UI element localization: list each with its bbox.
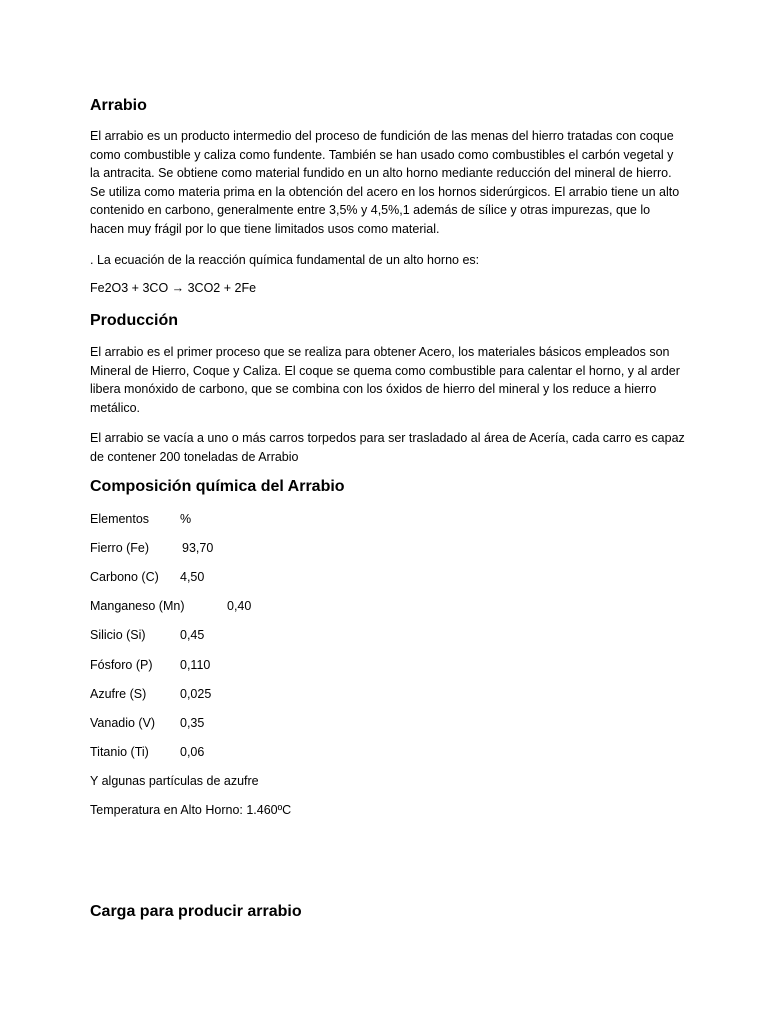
furnace-temperature: Temperatura en Alto Horno: 1.460ºC xyxy=(90,803,292,817)
heading-produccion: Producción xyxy=(90,312,179,329)
composition-value: 93,70 xyxy=(182,541,214,555)
composition-element: Silicio (Si) xyxy=(90,628,146,642)
composition-value: 0,40 xyxy=(227,599,252,613)
reaction-intro: . La ecuación de la reacción química fundamental de un alto horno es: xyxy=(90,253,480,267)
composition-value: 4,50 xyxy=(180,570,205,584)
heading-arrabio: Arrabio xyxy=(90,97,147,114)
paragraph-produccion-2: El arrabio se vacía a uno o más carros torpedos para ser trasladado al área de Acería, cada carro es capaz de contener 200 toneladas de Arrabio xyxy=(90,431,685,464)
composition-element: Fósforo (P) xyxy=(90,658,153,672)
composition-element: Azufre (S) xyxy=(90,687,147,701)
composition-value: 0,45 xyxy=(180,628,205,642)
chemical-equation: Fe2O3 + 3CO → 3CO2 + 2Fe xyxy=(90,281,257,295)
paragraph-arrabio: El arrabio es un producto intermedio del proceso de fundición de las menas del hierro tratadas con coque como combustible y caliza como fundente. También se han usado como combustibles el carbón vegetal y la antracita. Se obtiene como material fundido en un alto horno mediante reducción del mineral de hierro. Se utiliza como materia prima en la obtención del acero en los hornos siderúrgicos. El arrabio tiene un alto contenido en carbono, generalmente entre 3,5% y 4,5%,1 además de sílice y otras impurezas, que lo hacen muy frágil por lo que tiene limitados usos como material. xyxy=(90,129,680,236)
composition-element: Manganeso (Mn) xyxy=(90,599,185,613)
composition-element: Titanio (Ti) xyxy=(90,745,149,759)
heading-carga: Carga para producir arrabio xyxy=(90,903,302,920)
composition-element: Carbono (C) xyxy=(90,570,159,584)
composition-value: 0,35 xyxy=(180,716,205,730)
composition-value: 0,06 xyxy=(180,745,205,759)
composition-note: Y algunas partículas de azufre xyxy=(90,774,259,788)
composition-value: 0,110 xyxy=(180,658,211,672)
composition-header-value: % xyxy=(180,512,192,526)
composition-element: Fierro (Fe) xyxy=(90,541,150,555)
composition-header-element: Elementos xyxy=(90,512,150,526)
paragraph-produccion-1: El arrabio es el primer proceso que se realiza para obtener Acero, los materiales básicos empleados son Mineral de Hierro, Coque y Caliza. El coque se quema como combustible para calentar el horno, y al arder libera monóxido de carbono, que se combina con los óxidos de hierro del mineral y los reduce a hierro metálico. xyxy=(90,345,680,415)
composition-element: Vanadio (V) xyxy=(90,716,156,730)
composition-value: 0,025 xyxy=(180,687,212,701)
heading-composicion: Composición química del Arrabio xyxy=(90,478,345,495)
